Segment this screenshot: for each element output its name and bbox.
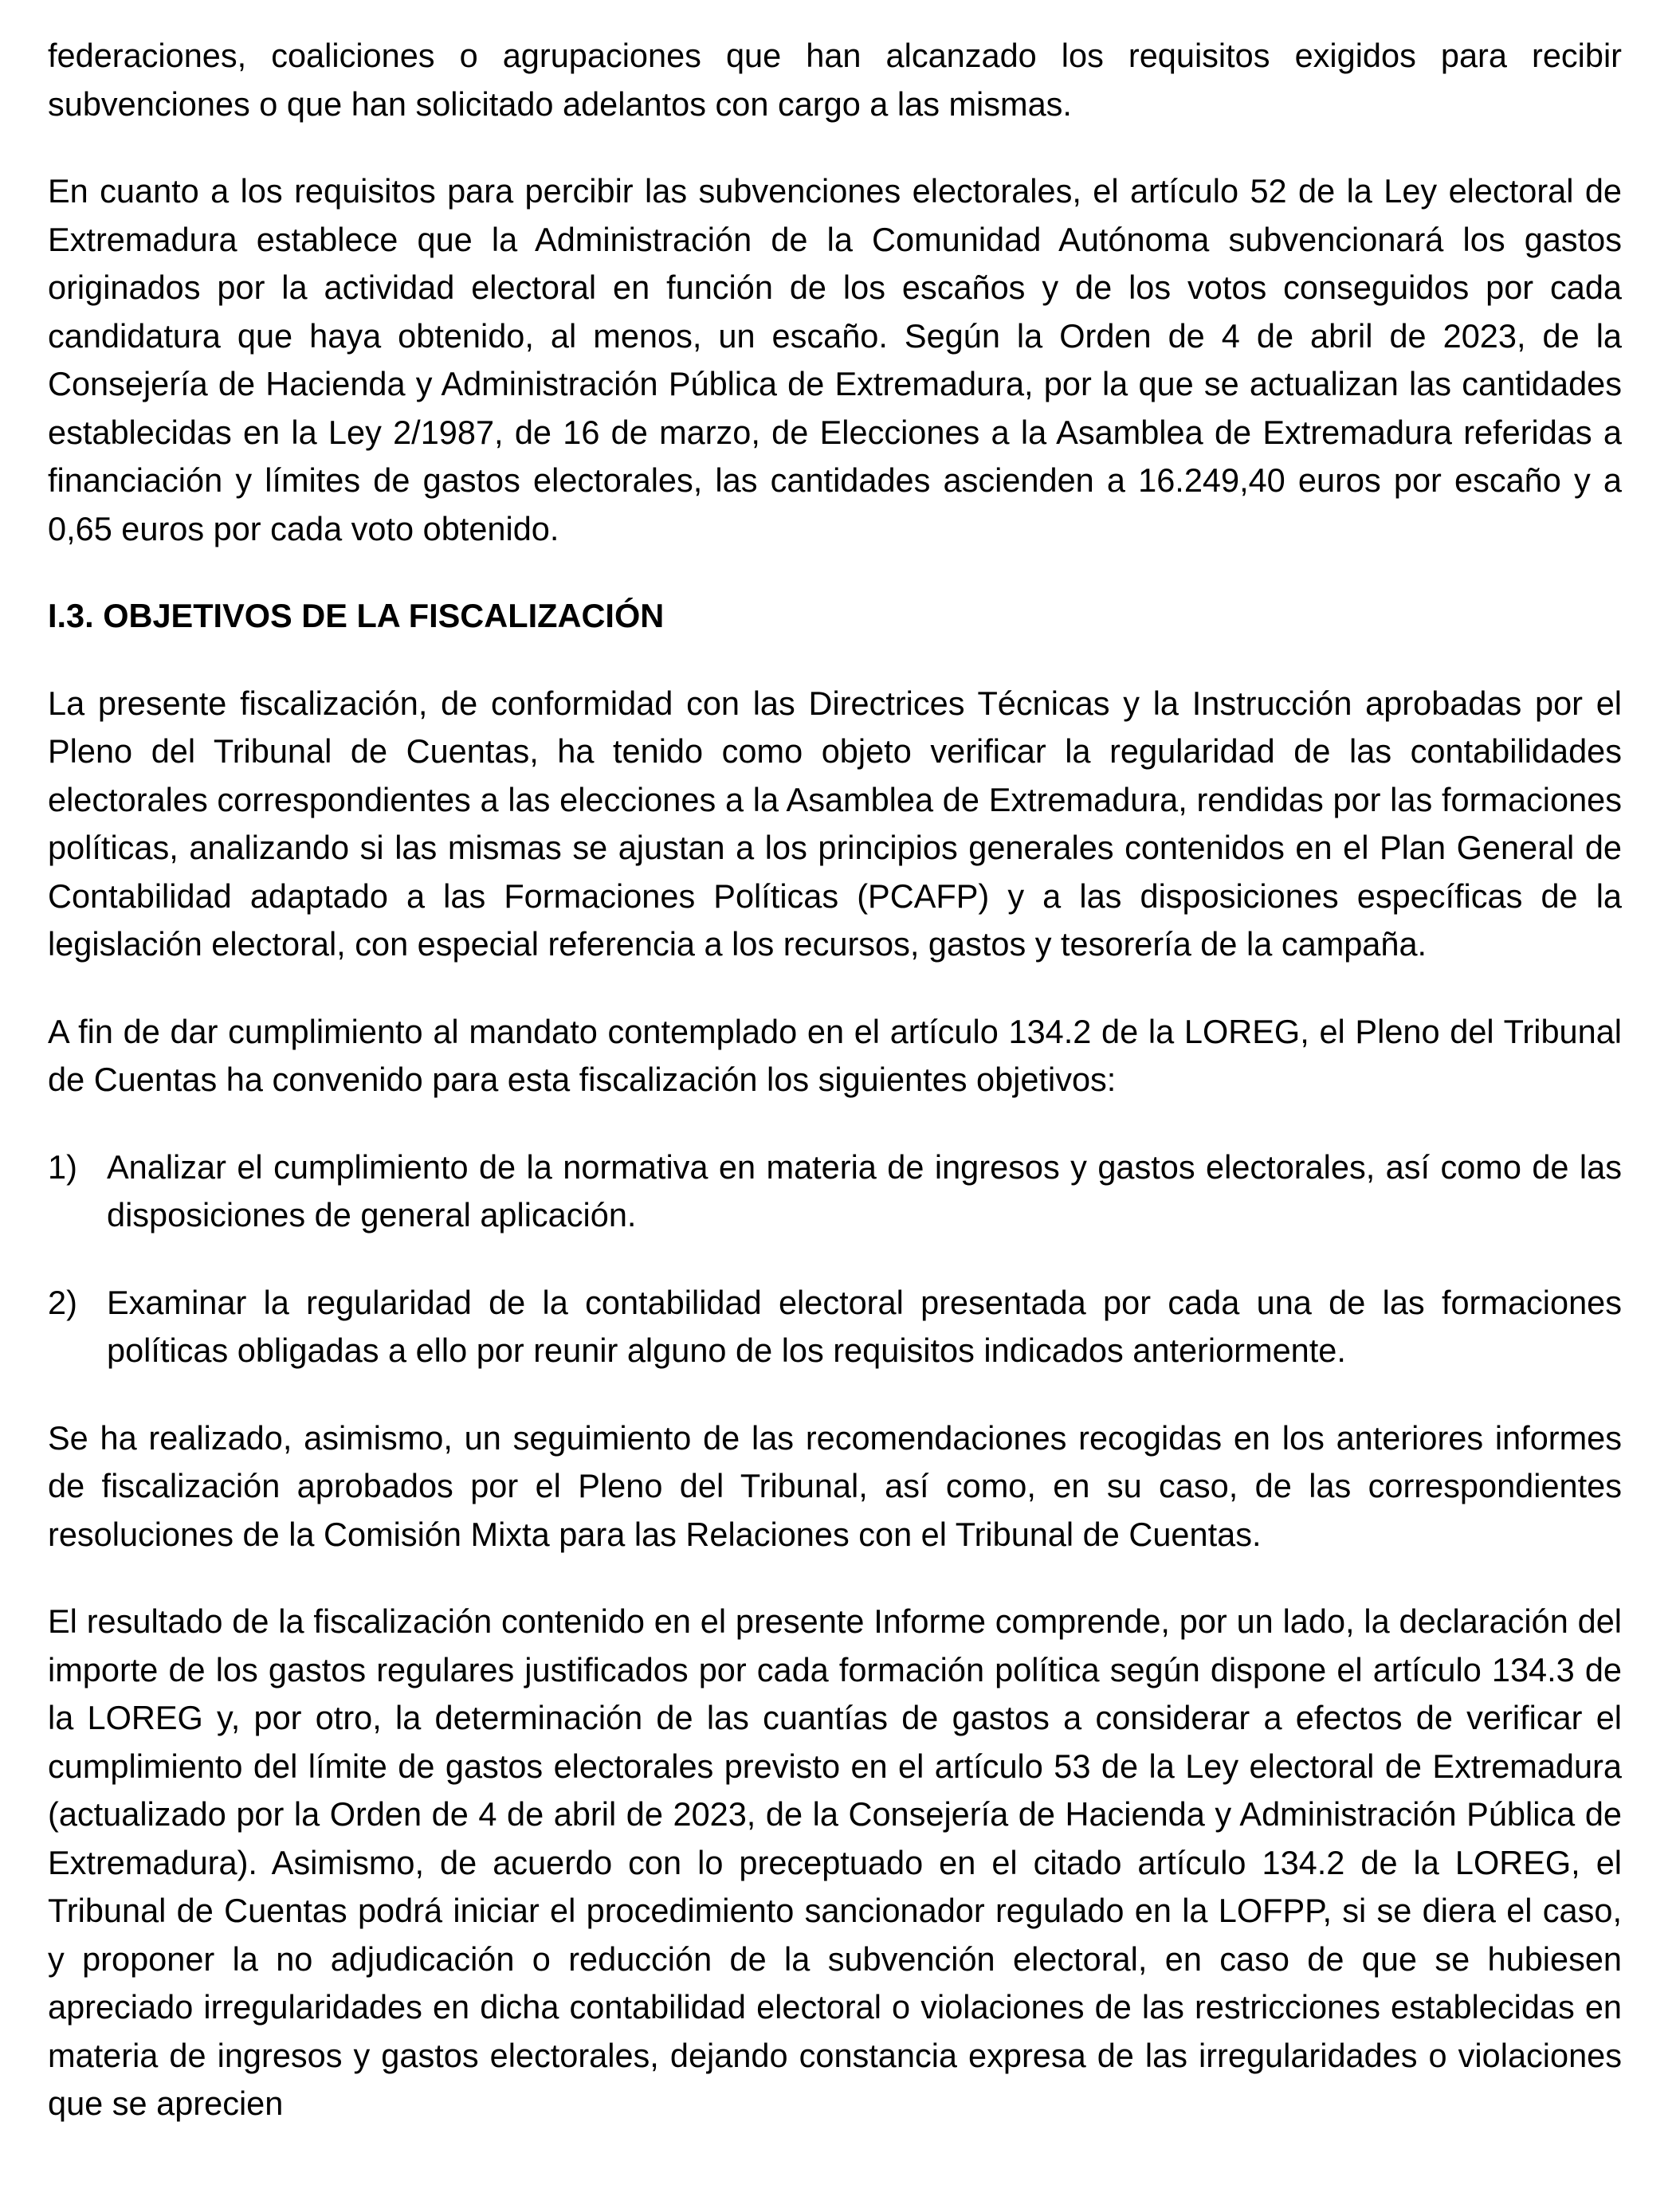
paragraph-seguimiento-recomendaciones: Se ha realizado, asimismo, un seguimiento de las recomendaciones recogidas en los anteriores informes de fiscalización aprobados por el Pleno del Tribunal, así como, en su caso, de las correspondientes resoluciones de la Comisión Mixta para las Relaciones con el Tribunal de Cuentas. [48, 1418, 1622, 1553]
paragraph-federaciones: federaciones, coaliciones o agrupaciones que han alcanzado los requisitos exigidos para recibir subvenciones o que han solicitado adelantos con cargo a las mismas. [48, 37, 1622, 123]
document-page [48, 32, 1622, 2128]
objective-number: 2) [48, 1283, 77, 1321]
paragraph-requisitos-subvenciones: En cuanto a los requisitos para percibir las subvenciones electorales, el artículo 52 de la Ley electoral de Extremadura establece que la Administración de la Comunidad Autónoma subvencionará los gastos originados por la actividad electoral en función de los escaños y de los votos conseguidos por cada candidatura que haya obtenido, al menos, un escaño. Según la Orden de 4 de abril de 2023, de la Consejería de Hacienda y Administración Pública de Extremadura, por la que se actualizan las cantidades establecidas en la Ley 2/1987, de 16 de marzo, de Elecciones a la Asamblea de Extremadura referidas a financiación y límites de gastos electorales, las cantidades ascienden a 16.249,40 euros por escaño y a 0,65 euros por cada voto obtenido. [48, 172, 1622, 547]
objective-number: 1) [48, 1147, 77, 1186]
section-heading-objetivos: I.3. OBJETIVOS DE LA FISCALIZACIÓN [48, 597, 665, 634]
objective-list-item-1 [48, 1143, 1622, 1240]
paragraph-mandato-loreg: A fin de dar cumplimiento al mandato contemplado en el artículo 134.2 de la LOREG, el Pleno del Tribunal de Cuentas ha convenido para esta fiscalización los siguientes objetivos: [48, 1012, 1622, 1098]
paragraph-resultado-fiscalizacion: El resultado de la fiscalización contenido en el presente Informe comprende, por un lado, la declaración del importe de los gastos regulares justificados por cada formación política según dispone el artículo 134.3 de la LOREG y, por otro, la determinación de las cuantías de gastos a considerar a efectos de verificar el cumplimiento del límite de gastos electorales previsto en el artículo 53 de la Ley electoral de Extremadura (actualizado por la Orden de 4 de abril de 2023, de la Consejería de Hacienda y Administración Pública de Extremadura). Asimismo, de acuerdo con lo preceptuado en el citado artículo 134.2 de la LOREG, el Tribunal de Cuentas podrá iniciar el procedimiento sancionador regulado en la LOFPP, si se diera el caso, y proponer la no adjudicación o reducción de la subvención electoral, en caso de que se hubiesen apreciado irregularidades en dicha contabilidad electoral o violaciones de las restricciones establecidas en materia de ingresos y gastos electorales, dejando constancia expresa de las irregularidades o violaciones que se aprecien [48, 1602, 1622, 2122]
objective-list-item-2 [48, 1279, 1622, 1375]
objective-text: Analizar el cumplimiento de la normativa en materia de ingresos y gastos electorales, así como de las disposiciones de general aplicación. [107, 1147, 1622, 1233]
paragraph-objeto-fiscalizacion: La presente fiscalización, de conformidad con las Directrices Técnicas y la Instrucción aprobadas por el Pleno del Tribunal de Cuentas, ha tenido como objeto verificar la regularidad de las contabilidades electorales correspondientes a las elecciones a la Asamblea de Extremadura, rendidas por las formaciones políticas, analizando si las mismas se ajustan a los principios generales contenidos en el Plan General de Contabilidad adaptado a las Formaciones Políticas (PCAFP) y a las disposiciones específicas de la legislación electoral, con especial referencia a los recursos, gastos y tesorería de la campaña. [48, 684, 1622, 963]
objective-text: Examinar la regularidad de la contabilidad electoral presentada por cada una de las formaciones políticas obligadas a ello por reunir alguno de los requisitos indicados anteriormente. [107, 1283, 1622, 1369]
